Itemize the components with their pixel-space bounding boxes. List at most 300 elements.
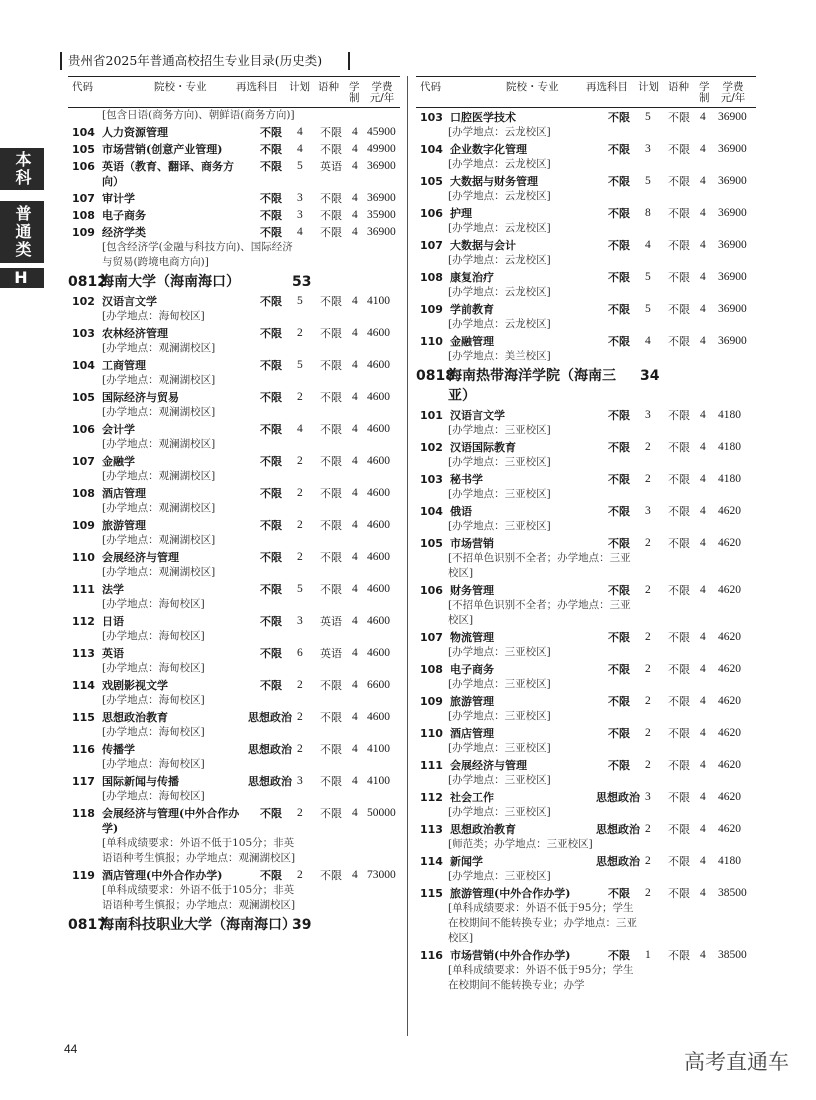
major-name: 工商管理 <box>102 359 146 372</box>
major-fee: 4620 <box>718 823 741 835</box>
major-years: 4 <box>352 423 358 435</box>
header-years: 学制 <box>699 81 710 104</box>
major-line <box>68 390 400 405</box>
major-note: [办学地点：海甸校区] <box>102 790 205 802</box>
major-line <box>416 758 756 773</box>
major-row <box>68 644 400 676</box>
major-name: 国际新闻与传播 <box>102 775 179 788</box>
major-line <box>68 518 400 533</box>
major-line <box>68 678 400 693</box>
major-subject: 不限 <box>608 631 630 644</box>
major-name: 传播学 <box>102 743 135 756</box>
major-fee: 35900 <box>367 209 396 221</box>
major-note: [办学地点：三亚校区] <box>448 774 551 786</box>
major-subject: 思想政治 <box>248 775 292 788</box>
major-years: 4 <box>700 175 706 187</box>
major-name: 国际经济与贸易 <box>102 391 179 404</box>
major-years: 4 <box>700 663 706 675</box>
major-years: 4 <box>352 209 358 221</box>
major-plan: 2 <box>645 887 651 899</box>
major-plan: 2 <box>297 455 303 467</box>
major-name: 旅游管理(中外合作办学) <box>450 887 571 900</box>
major-language: 不限 <box>668 791 690 804</box>
major-code: 103 <box>420 473 443 486</box>
major-note: [办学地点：三亚校区] <box>448 678 551 690</box>
major-row <box>68 740 400 772</box>
major-code: 116 <box>420 949 443 962</box>
major-note: [办学地点：三亚校区] <box>448 742 551 754</box>
major-note: [办学地点：观澜湖校区] <box>102 470 216 482</box>
major-fee: 4600 <box>367 391 390 403</box>
major-fee: 4600 <box>367 551 390 563</box>
major-subject: 不限 <box>260 226 282 239</box>
major-name: 思想政治教育 <box>450 823 516 836</box>
major-row <box>416 884 756 946</box>
major-subject: 不限 <box>260 423 282 436</box>
major-note: [办学地点：海甸校区] <box>102 630 205 642</box>
major-row <box>416 788 756 820</box>
major-note: [办学地点：三亚校区] <box>448 710 551 722</box>
major-subject: 不限 <box>260 192 282 205</box>
major-fee: 36900 <box>718 303 747 315</box>
major-name: 市场营销(中外合作办学) <box>450 949 571 962</box>
major-name: 市场营销 <box>450 537 494 550</box>
major-subject: 不限 <box>260 327 282 340</box>
major-fee: 4600 <box>367 583 390 595</box>
major-name: 口腔医学技术 <box>450 111 516 124</box>
major-language: 不限 <box>320 551 342 564</box>
major-row <box>416 300 756 332</box>
major-language: 不限 <box>668 855 690 868</box>
major-row <box>68 452 400 484</box>
major-row <box>68 516 400 548</box>
major-subject: 不限 <box>260 455 282 468</box>
major-note: [办学地点：云龙校区] <box>448 286 551 298</box>
major-years: 4 <box>700 584 706 596</box>
major-subject: 不限 <box>608 949 630 962</box>
major-line <box>416 472 756 487</box>
major-subject: 不限 <box>608 727 630 740</box>
major-years: 4 <box>352 192 358 204</box>
major-note: [办学地点：观澜湖校区] <box>102 342 216 354</box>
major-note: [办学地点：云龙校区] <box>448 254 551 266</box>
major-name: 英语 <box>102 647 124 660</box>
major-note: [单科成绩要求：外语不低于105分；非英语语种考生慎报；办学地点：观澜湖校区] <box>102 884 296 911</box>
major-years: 4 <box>352 711 358 723</box>
major-subject: 不限 <box>260 209 282 222</box>
major-code: 109 <box>420 303 443 316</box>
major-note: [办学地点：海甸校区] <box>102 662 205 674</box>
major-row <box>416 438 756 470</box>
major-line <box>68 806 400 836</box>
major-name: 汉语言文学 <box>102 295 157 308</box>
major-code: 110 <box>420 727 443 740</box>
major-fee: 4100 <box>367 775 390 787</box>
major-language: 不限 <box>320 679 342 692</box>
major-plan: 6 <box>297 647 303 659</box>
major-line <box>68 454 400 469</box>
major-line <box>416 408 756 423</box>
major-language: 不限 <box>668 271 690 284</box>
major-note: [办学地点：美兰校区] <box>448 350 551 362</box>
major-language: 不限 <box>668 441 690 454</box>
major-plan: 3 <box>297 192 303 204</box>
major-fee: 36900 <box>718 143 747 155</box>
major-years: 4 <box>700 695 706 707</box>
major-plan: 2 <box>297 807 303 819</box>
major-subject: 不限 <box>608 335 630 348</box>
major-years: 4 <box>352 455 358 467</box>
major-note: [办学地点：观澜湖校区] <box>102 566 216 578</box>
major-years: 4 <box>352 143 358 155</box>
major-name: 农林经济管理 <box>102 327 168 340</box>
major-subject: 不限 <box>260 391 282 404</box>
major-years: 4 <box>700 823 706 835</box>
major-plan: 2 <box>645 584 651 596</box>
column-divider <box>407 76 408 1036</box>
major-fee: 36900 <box>367 226 396 238</box>
major-line <box>416 536 756 551</box>
major-line <box>68 159 400 189</box>
major-years: 4 <box>352 126 358 138</box>
major-fee: 49900 <box>367 143 396 155</box>
school-row <box>68 270 400 292</box>
major-subject: 不限 <box>608 537 630 550</box>
major-code: 119 <box>72 869 95 882</box>
side-tab-level <box>0 148 44 190</box>
major-code: 106 <box>420 207 443 220</box>
major-language: 不限 <box>320 743 342 756</box>
major-note: [办学地点：三亚校区] <box>448 520 551 532</box>
major-fee: 4600 <box>367 519 390 531</box>
page-number: 44 <box>64 1042 78 1056</box>
major-language: 不限 <box>668 335 690 348</box>
major-years: 4 <box>352 583 358 595</box>
major-name: 日语 <box>102 615 124 628</box>
header-code: 代码 <box>72 81 93 93</box>
major-fee: 36900 <box>718 207 747 219</box>
major-subject: 不限 <box>260 519 282 532</box>
major-plan: 3 <box>297 615 303 627</box>
major-years: 4 <box>700 631 706 643</box>
major-row <box>68 324 400 356</box>
major-name: 人力资源管理 <box>102 126 168 139</box>
major-line <box>416 206 756 221</box>
major-fee: 36900 <box>718 175 747 187</box>
major-line <box>416 440 756 455</box>
major-plan: 2 <box>645 537 651 549</box>
major-plan: 5 <box>297 160 303 172</box>
major-years: 4 <box>700 441 706 453</box>
major-language: 不限 <box>668 175 690 188</box>
major-line <box>68 868 400 883</box>
major-note: [办学地点：海甸校区] <box>102 694 205 706</box>
major-code: 106 <box>420 584 443 597</box>
major-plan: 5 <box>297 583 303 595</box>
major-line <box>416 662 756 677</box>
major-line <box>68 646 400 661</box>
major-subject: 不限 <box>260 143 282 156</box>
school-name: 海南科技职业大学（海南海口） <box>100 917 296 933</box>
major-name: 俄语 <box>450 505 472 518</box>
major-code: 117 <box>72 775 95 788</box>
major-plan: 5 <box>297 295 303 307</box>
major-subject: 不限 <box>260 679 282 692</box>
major-row <box>416 172 756 204</box>
major-line <box>416 142 756 157</box>
major-fee: 4180 <box>718 473 741 485</box>
major-row <box>68 292 400 324</box>
major-name: 会展经济与管理 <box>450 759 527 772</box>
major-plan: 4 <box>297 143 303 155</box>
major-years: 4 <box>352 679 358 691</box>
major-language: 不限 <box>320 295 342 308</box>
major-name: 金融管理 <box>450 335 494 348</box>
major-language: 不限 <box>668 887 690 900</box>
major-fee: 50000 <box>367 807 396 819</box>
major-plan: 4 <box>297 126 303 138</box>
major-line <box>416 822 756 837</box>
major-years: 4 <box>700 791 706 803</box>
major-note: [单科成绩要求：外语不低于95分；学生在校期间不能转换专业；办学 <box>448 964 634 991</box>
major-line <box>68 614 400 629</box>
major-row <box>416 724 756 756</box>
major-name: 酒店管理 <box>450 727 494 740</box>
major-note: [办学地点：云龙校区] <box>448 318 551 330</box>
major-row <box>68 548 400 580</box>
major-plan: 3 <box>645 791 651 803</box>
major-note: [办学地点：观澜湖校区] <box>102 502 216 514</box>
major-plan: 2 <box>645 855 651 867</box>
major-row <box>68 189 400 206</box>
major-language: 不限 <box>668 663 690 676</box>
major-subject: 思想政治 <box>596 823 640 836</box>
major-plan: 2 <box>297 391 303 403</box>
major-line <box>68 774 400 789</box>
major-language: 不限 <box>320 807 342 820</box>
major-code: 115 <box>72 711 95 724</box>
major-subject: 不限 <box>608 271 630 284</box>
major-subject: 不限 <box>608 887 630 900</box>
major-plan: 4 <box>297 423 303 435</box>
major-years: 4 <box>700 207 706 219</box>
major-name: 会计学 <box>102 423 135 436</box>
major-row <box>416 534 756 581</box>
major-name: 汉语国际教育 <box>450 441 516 454</box>
major-language: 不限 <box>668 949 690 962</box>
major-line <box>68 422 400 437</box>
major-years: 4 <box>700 855 706 867</box>
major-line <box>416 790 756 805</box>
major-language: 不限 <box>320 192 342 205</box>
major-line <box>416 583 756 598</box>
major-plan: 3 <box>645 505 651 517</box>
major-code: 103 <box>72 327 95 340</box>
major-language: 不限 <box>668 239 690 252</box>
major-fee: 38500 <box>718 887 747 899</box>
major-plan: 2 <box>645 441 651 453</box>
major-line <box>68 550 400 565</box>
major-code: 107 <box>72 455 95 468</box>
major-subject: 思想政治 <box>248 743 292 756</box>
major-row <box>68 388 400 420</box>
major-years: 4 <box>352 160 358 172</box>
watermark: 高考直通车 <box>684 1050 789 1074</box>
school-plan: 34 <box>640 368 660 384</box>
major-row <box>68 157 400 189</box>
major-line <box>68 191 400 206</box>
side-tab-level-label: 本科 <box>13 151 32 187</box>
major-years: 4 <box>352 226 358 238</box>
major-subject: 不限 <box>260 615 282 628</box>
major-plan: 2 <box>297 711 303 723</box>
major-name: 大数据与财务管理 <box>450 175 538 188</box>
major-note: [办学地点：海甸校区] <box>102 726 205 738</box>
major-row <box>68 140 400 157</box>
major-subject: 不限 <box>260 487 282 500</box>
major-code: 105 <box>72 143 95 156</box>
major-years: 4 <box>352 487 358 499</box>
major-name: 经济学类 <box>102 226 146 239</box>
major-line <box>416 948 756 963</box>
major-row <box>416 628 756 660</box>
header-fee: 学费元/年 <box>720 81 746 104</box>
major-years: 4 <box>352 807 358 819</box>
major-code: 107 <box>72 192 95 205</box>
major-subject: 不限 <box>608 207 630 220</box>
major-fee: 4620 <box>718 663 741 675</box>
major-name: 电子商务 <box>450 663 494 676</box>
major-language: 不限 <box>320 519 342 532</box>
major-years: 4 <box>700 239 706 251</box>
major-code: 105 <box>420 537 443 550</box>
major-name: 金融学 <box>102 455 135 468</box>
major-name: 护理 <box>450 207 472 220</box>
major-code: 101 <box>420 409 443 422</box>
major-code: 115 <box>420 887 443 900</box>
major-code: 113 <box>420 823 443 836</box>
major-subject: 不限 <box>608 505 630 518</box>
major-years: 4 <box>700 537 706 549</box>
major-fee: 4600 <box>367 615 390 627</box>
major-years: 4 <box>700 409 706 421</box>
major-code: 104 <box>420 143 443 156</box>
major-row <box>416 820 756 852</box>
major-subject: 不限 <box>260 551 282 564</box>
major-years: 4 <box>352 327 358 339</box>
major-name: 戏剧影视文学 <box>102 679 168 692</box>
major-line <box>416 854 756 869</box>
major-years: 4 <box>700 143 706 155</box>
major-language: 不限 <box>320 359 342 372</box>
major-line <box>416 238 756 253</box>
major-plan: 5 <box>297 359 303 371</box>
major-years: 4 <box>352 359 358 371</box>
major-plan: 2 <box>297 519 303 531</box>
major-years: 4 <box>700 949 706 961</box>
major-note: [单科成绩要求：外语不低于95分；学生在校期间不能转换专业；办学地点：三亚校区] <box>448 902 637 944</box>
major-name: 思想政治教育 <box>102 711 168 724</box>
left-column <box>68 76 400 1040</box>
major-subject: 不限 <box>608 143 630 156</box>
major-line <box>68 294 400 309</box>
major-years: 4 <box>352 775 358 787</box>
major-subject: 不限 <box>608 239 630 252</box>
major-code: 111 <box>72 583 95 596</box>
major-fee: 6600 <box>367 679 390 691</box>
major-code: 116 <box>72 743 95 756</box>
major-name: 秘书学 <box>450 473 483 486</box>
school-code: 0817 <box>68 917 107 933</box>
major-years: 4 <box>352 391 358 403</box>
major-code: 105 <box>420 175 443 188</box>
major-line <box>416 270 756 285</box>
major-subject: 不限 <box>608 759 630 772</box>
major-code: 108 <box>72 209 95 222</box>
major-language: 不限 <box>668 143 690 156</box>
major-fee: 4180 <box>718 441 741 453</box>
major-code: 107 <box>420 239 443 252</box>
major-fee: 4620 <box>718 631 741 643</box>
major-code: 112 <box>72 615 95 628</box>
major-note: [办学地点：海甸校区] <box>102 598 205 610</box>
right-column <box>416 76 756 1040</box>
school-name: 海南热带海洋学院（海南三亚） <box>448 368 616 404</box>
major-plan: 3 <box>297 209 303 221</box>
major-fee: 4600 <box>367 423 390 435</box>
side-tab-category <box>0 201 44 263</box>
major-code: 104 <box>72 359 95 372</box>
major-subject: 思想政治 <box>596 791 640 804</box>
major-language: 英语 <box>320 160 342 173</box>
major-language: 不限 <box>320 391 342 404</box>
major-note: [办学地点：海甸校区] <box>102 310 205 322</box>
major-row <box>68 123 400 140</box>
major-code: 102 <box>420 441 443 454</box>
major-plan: 2 <box>645 663 651 675</box>
major-note: [办学地点：云龙校区] <box>448 190 551 202</box>
header-plan: 计划 <box>638 81 659 93</box>
major-subject: 不限 <box>260 647 282 660</box>
major-plan: 8 <box>645 207 651 219</box>
major-row <box>68 206 400 223</box>
major-row <box>416 692 756 724</box>
major-plan: 2 <box>297 327 303 339</box>
major-code: 109 <box>420 695 443 708</box>
major-row <box>68 676 400 708</box>
major-subject: 不限 <box>260 160 282 173</box>
major-language: 不限 <box>320 226 342 239</box>
major-language: 不限 <box>668 505 690 518</box>
major-fee: 38500 <box>718 949 747 961</box>
major-code: 106 <box>72 423 95 436</box>
major-plan: 3 <box>645 409 651 421</box>
major-language: 不限 <box>668 537 690 550</box>
major-row <box>68 223 400 270</box>
major-row <box>416 204 756 236</box>
major-subject: 不限 <box>260 807 282 820</box>
major-language: 不限 <box>668 727 690 740</box>
major-line <box>416 694 756 709</box>
major-name: 社会工作 <box>450 791 494 804</box>
right-list <box>416 108 756 993</box>
major-line <box>416 886 756 901</box>
major-fee: 45900 <box>367 126 396 138</box>
major-name: 企业数字化管理 <box>450 143 527 156</box>
major-code: 104 <box>420 505 443 518</box>
major-plan: 4 <box>297 226 303 238</box>
major-line <box>68 582 400 597</box>
